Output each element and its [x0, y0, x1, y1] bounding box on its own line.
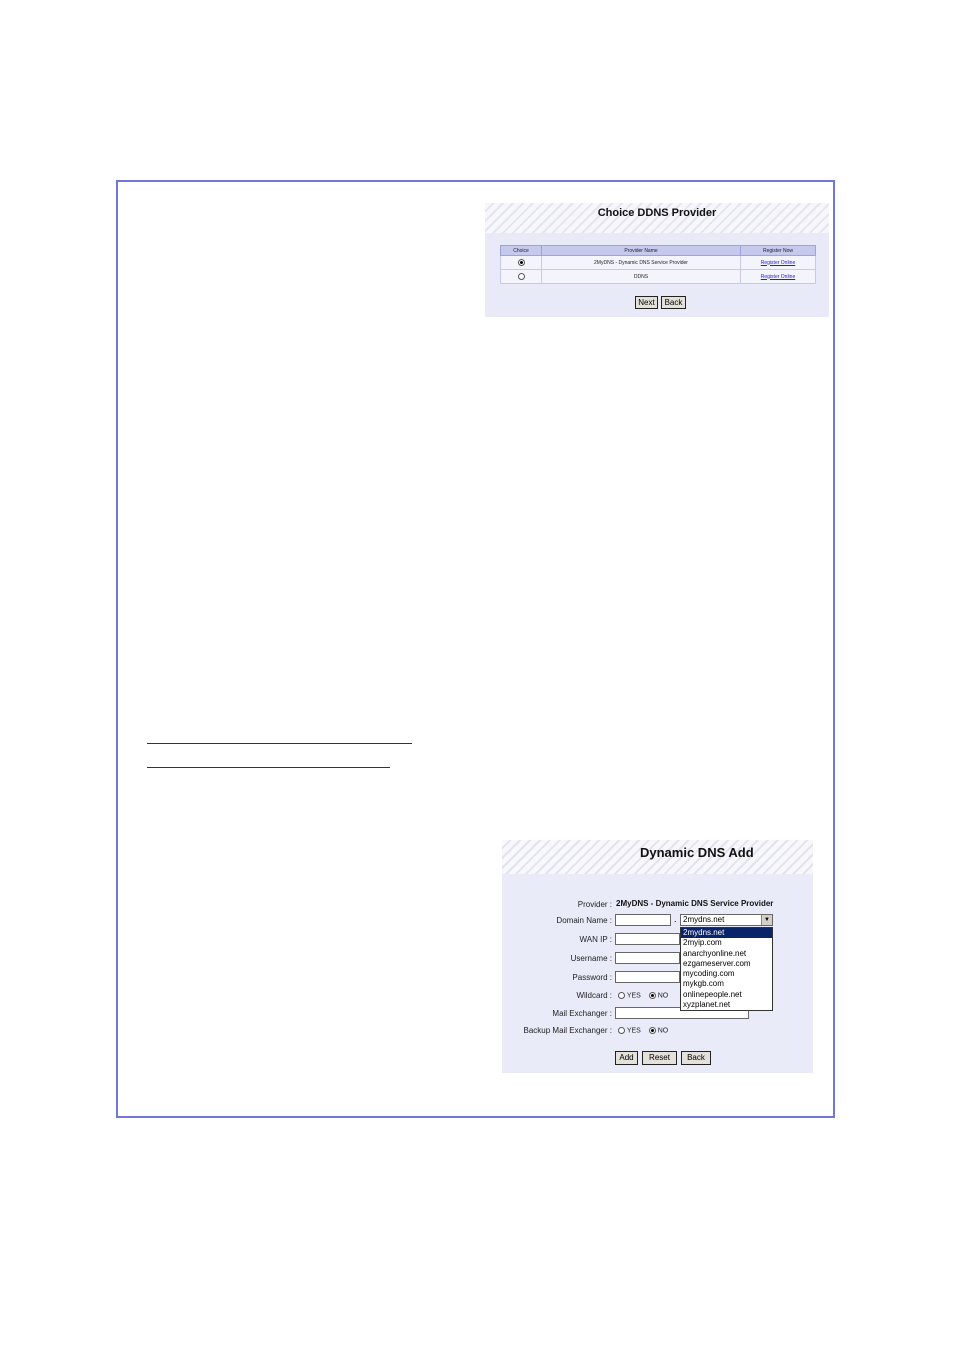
provider-table — [500, 245, 816, 284]
mail-exchanger-label: Mail Exchanger : — [552, 1009, 612, 1018]
table-row — [501, 270, 816, 284]
domain-option[interactable]: mycoding.com — [683, 969, 735, 979]
password-input[interactable] — [615, 971, 680, 983]
domain-option[interactable]: onlinepeople.net — [683, 989, 742, 999]
chevron-down-icon[interactable]: ▼ — [761, 915, 772, 925]
register-online-link[interactable]: Register Online — [760, 259, 796, 266]
wildcard-yes-radio[interactable] — [618, 992, 625, 999]
domain-dropdown-list — [680, 927, 773, 1011]
provider-radio-2mydns[interactable] — [518, 259, 525, 266]
back-button[interactable]: Back — [681, 1051, 711, 1065]
backup-yes-radio[interactable] — [618, 1027, 625, 1034]
wildcard-no-radio[interactable] — [649, 992, 656, 999]
dns-add-banner — [502, 840, 813, 874]
backup-no-radio[interactable] — [649, 1027, 656, 1034]
add-button[interactable]: Add — [615, 1051, 638, 1065]
domain-option[interactable]: xyzplanet.net — [683, 1000, 731, 1010]
domain-option[interactable]: ezgameserver.com — [683, 958, 751, 968]
hyperlink-underline — [147, 767, 390, 768]
column-choice: Choice — [501, 246, 542, 256]
provider-radio-ddns[interactable] — [518, 273, 525, 280]
wildcard-label: Wildcard : — [576, 991, 612, 1000]
ddns-provider-screenshot — [485, 203, 829, 317]
provider-name-cell: DDNS — [542, 270, 741, 284]
wildcard-yes-label: YES — [626, 992, 641, 1000]
domain-option[interactable]: anarchyonline.net — [683, 948, 747, 958]
domain-name-label: Domain Name : — [556, 916, 612, 925]
hyperlink-underline — [147, 743, 412, 744]
wan-ip-input[interactable] — [615, 933, 680, 945]
column-provider-name: Provider Name — [542, 246, 741, 256]
provider-name-cell: 2MyDNS - Dynamic DNS Service Provider — [542, 256, 741, 270]
wildcard-no-label: NO — [657, 992, 669, 1000]
domain-select-value: 2mydns.net — [683, 915, 725, 924]
wan-ip-label: WAN IP : — [579, 935, 612, 944]
register-online-link[interactable]: Register Online — [760, 273, 796, 280]
back-button[interactable]: Back — [661, 296, 686, 309]
backup-mail-options — [618, 1027, 668, 1034]
domain-option[interactable]: 2myip.com — [683, 938, 722, 948]
domain-option[interactable]: 2mydns.net — [681, 928, 772, 938]
dns-add-title: Dynamic DNS Add — [640, 845, 754, 860]
backup-no-label: NO — [657, 1027, 669, 1035]
domain-dot: . — [674, 914, 677, 924]
provider-value: 2MyDNS - Dynamic DNS Service Provider — [616, 899, 774, 908]
ddns-provider-banner — [485, 203, 829, 233]
ddns-provider-title: Choice DDNS Provider — [597, 207, 717, 219]
backup-yes-label: YES — [626, 1027, 641, 1035]
next-button[interactable]: Next — [635, 296, 658, 309]
domain-name-input[interactable] — [615, 914, 671, 926]
column-register-now: Register Now — [741, 246, 816, 256]
username-label: Username : — [570, 954, 612, 963]
provider-label: Provider : — [577, 900, 612, 909]
username-input[interactable] — [615, 952, 680, 964]
backup-mail-exchanger-label: Backup Mail Exchanger : — [523, 1026, 612, 1035]
password-label: Password : — [572, 973, 612, 982]
domain-select[interactable] — [680, 914, 773, 926]
wildcard-options — [618, 992, 668, 999]
table-row — [501, 256, 816, 270]
dns-add-screenshot — [502, 840, 813, 1073]
domain-option[interactable]: mykgb.com — [683, 979, 724, 989]
reset-button[interactable]: Reset — [642, 1051, 677, 1065]
